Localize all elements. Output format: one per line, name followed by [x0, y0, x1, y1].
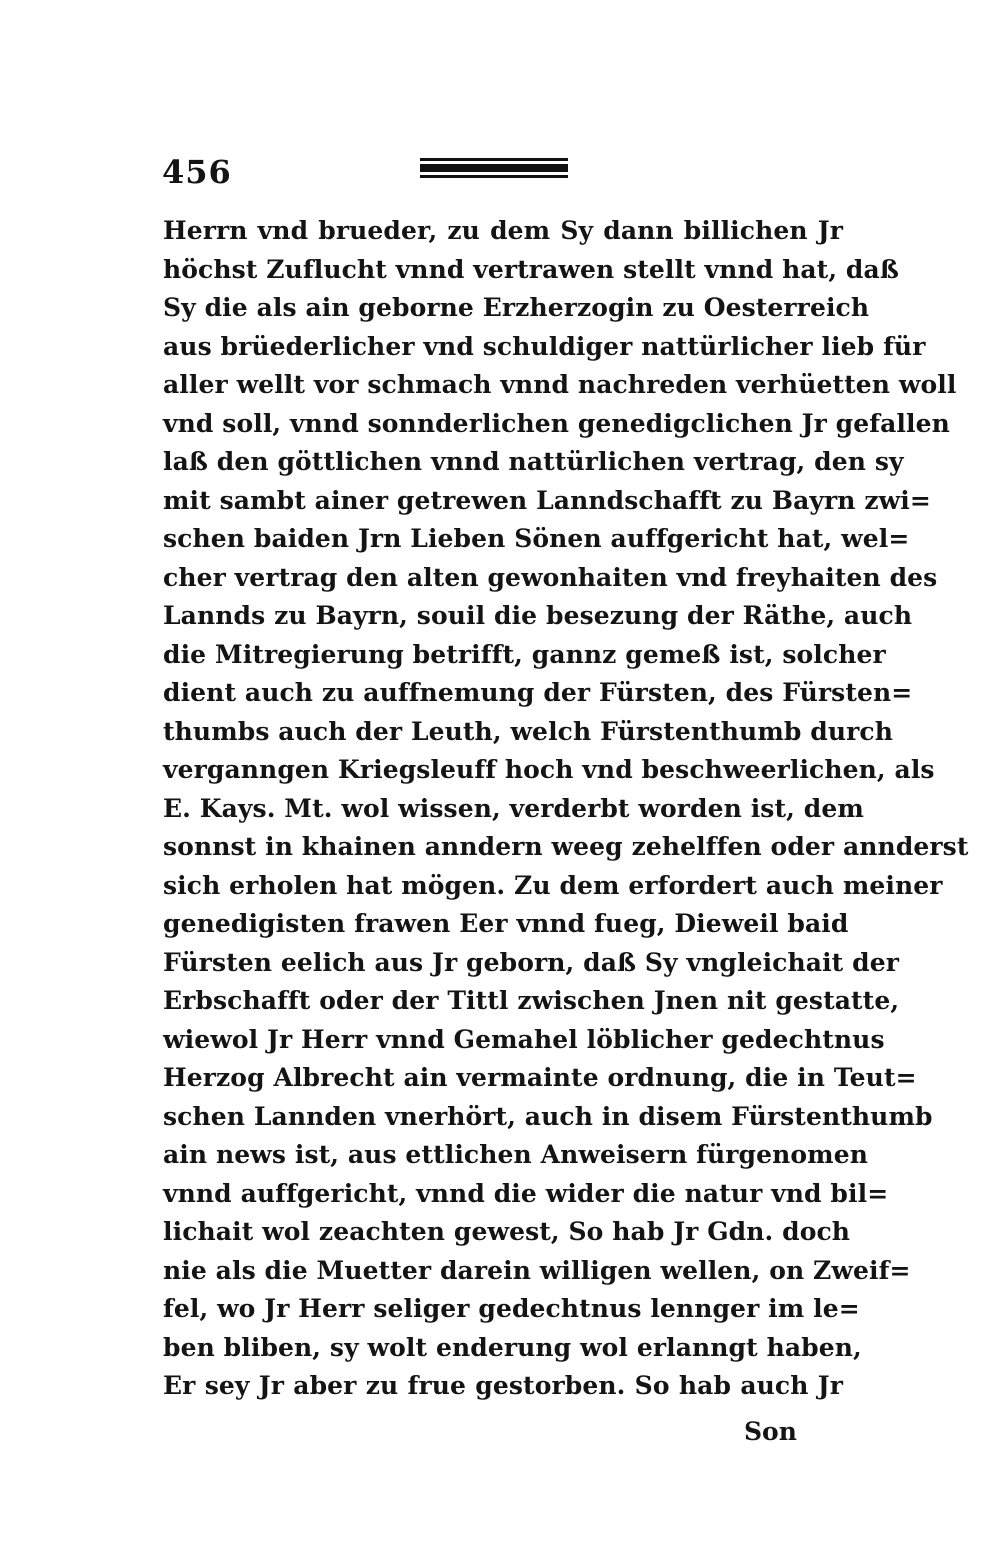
catchword: Son	[744, 1417, 797, 1446]
text-line: lichait wol zeachten gewest, So hab Jr Gdn. doch	[163, 1217, 851, 1246]
header-rule-thin-bottom	[420, 175, 568, 178]
text-line: Fürsten eelich aus Jr geborn, daß Sy vngleichait der	[163, 947, 899, 977]
text-line: vnd soll, vnnd sonnderlichen genedigclichen Jr gefallen	[163, 408, 950, 438]
text-line: laß den göttlichen vnnd nattürlichen vertrag, den sy	[163, 447, 904, 476]
text-line: nie als die Muetter darein willigen wellen, on Zweif=	[163, 1255, 911, 1285]
header-rule	[420, 158, 568, 182]
page-number: 456	[162, 153, 232, 191]
text-line: höchst Zuflucht vnnd vertrawen stellt vnnd hat, daß	[163, 254, 899, 284]
text-line: Herrn vnd brueder, zu dem Sy dann billichen Jr	[163, 216, 843, 245]
text-body	[163, 212, 969, 1406]
text-line: wiewol Jr Herr vnnd Gemahel löblicher gedechtnus	[163, 1024, 885, 1054]
text-line: Erbschafft oder der Tittl zwischen Jnen nit gestatte,	[163, 986, 900, 1015]
text-line: Sy die als ain geborne Erzherzogin zu Oesterreich	[163, 293, 870, 322]
text-line: thumbs auch der Leuth, welch Fürstenthumb durch	[163, 716, 893, 746]
text-line: schen baiden Jrn Lieben Sönen auffgericht hat, wel=	[163, 524, 910, 553]
header-rule-thin-top	[420, 158, 568, 161]
text-line: schen Lannden vnerhört, auch in disem Fürstenthumb	[163, 1101, 933, 1131]
text-line: vnnd auffgericht, vnnd die wider die natur vnd bil=	[163, 1178, 889, 1208]
text-line: dient auch zu auffnemung der Fürsten, des Fürsten=	[163, 678, 913, 707]
text-line: Herzog Albrecht ain vermainte ordnung, die in Teut=	[163, 1063, 917, 1092]
text-line: cher vertrag den alten gewonhaiten vnd freyhaiten des	[163, 562, 938, 592]
text-line: Er sey Jr aber zu frue gestorben. So hab auch Jr	[163, 1371, 843, 1400]
text-line: Lannds zu Bayrn, souil die besezung der Räthe, auch	[163, 601, 913, 630]
text-line: aller wellt vor schmach vnnd nachreden verhüetten woll	[163, 370, 957, 399]
text-line: ain news ist, aus ettlichen Anweisern fürgenomen	[163, 1140, 869, 1169]
text-line: fel, wo Jr Herr seliger gedechtnus lennger im le=	[163, 1294, 860, 1323]
text-line: aus brüederlicher vnd schuldiger nattürlicher lieb für	[163, 331, 926, 361]
text-line: verganngen Kriegsleuff hoch vnd beschweerlichen, als	[163, 755, 935, 784]
text-line: genedigisten frawen Eer vnnd fueg, Dieweil baid	[163, 909, 849, 938]
text-line: sonnst in khainen anndern weeg zehelffen oder annderst	[163, 832, 969, 861]
text-line: die Mitregierung betrifft, gannz gemeß ist, solcher	[163, 639, 886, 669]
text-line: sich erholen hat mögen. Zu dem erfordert auch meiner	[163, 870, 943, 900]
text-line: E. Kays. Mt. wol wissen, verderbt worden ist, dem	[163, 793, 864, 823]
text-line: mit sambt ainer getrewen Lanndschafft zu Bayrn zwi=	[163, 485, 931, 515]
header-rule-thick	[420, 164, 568, 172]
text-line: ben bliben, sy wolt enderung wol erlanngt haben,	[163, 1332, 862, 1362]
